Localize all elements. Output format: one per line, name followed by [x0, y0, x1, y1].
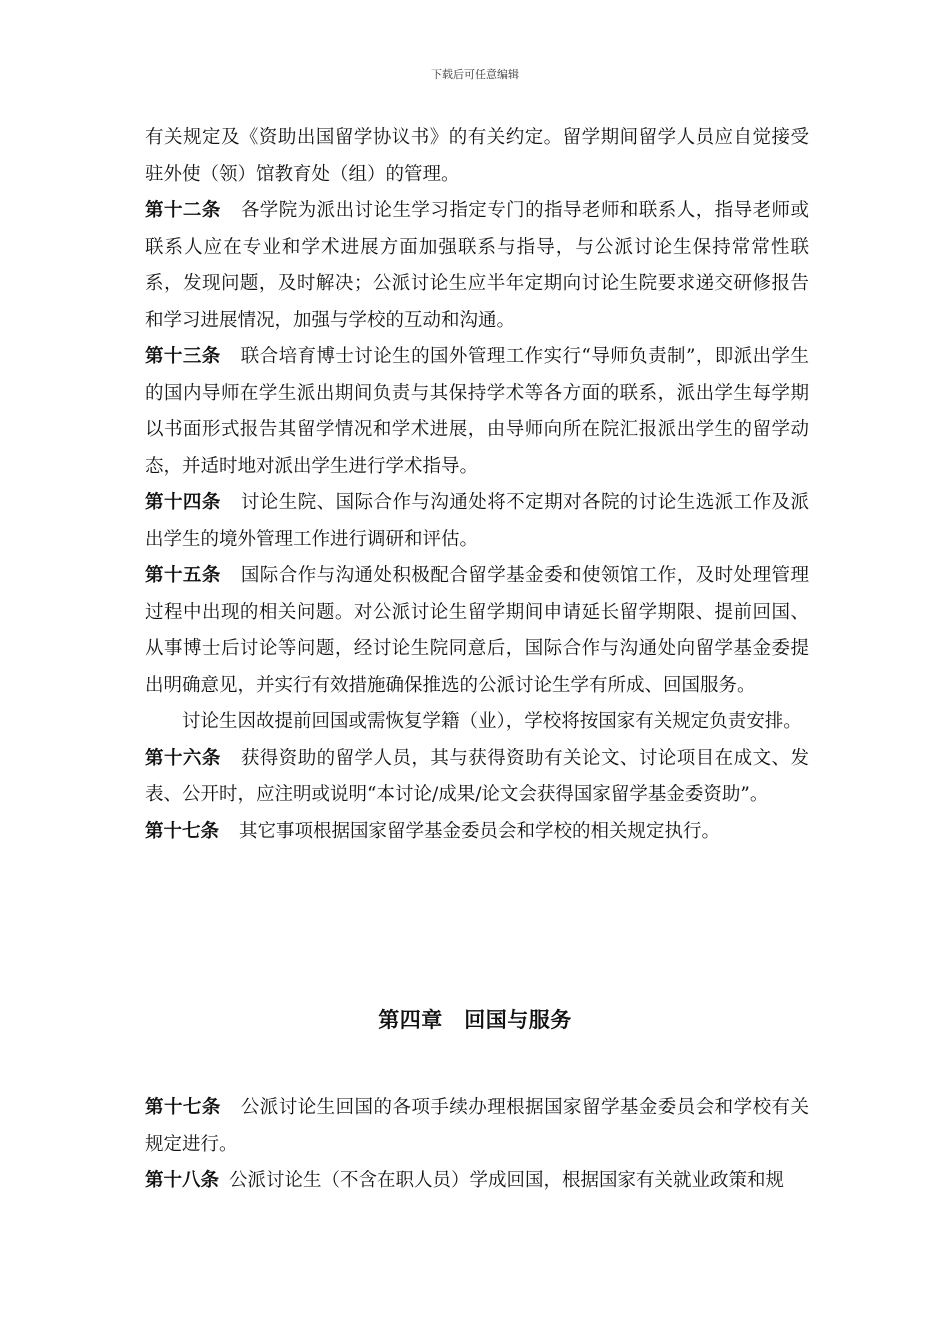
chapter-body-text: [145, 1090, 809, 1200]
article-label: 第十七条: [145, 1097, 221, 1118]
article-label: 第十二条: [145, 200, 221, 221]
body-text: [145, 120, 809, 850]
chapter-heading: 第四章 回国与服务: [378, 1007, 572, 1032]
article-15: [145, 558, 809, 704]
article-label: 第十三条: [145, 346, 221, 367]
article-text: 其它事项根据国家留学基金委员会和学校的相关规定执行。: [239, 820, 721, 842]
chapter4-article-18: [145, 1163, 809, 1200]
chapter4-article-17: [145, 1090, 809, 1163]
article-label: 第十八条: [145, 1170, 220, 1191]
article-16: [145, 741, 809, 814]
article-15-paragraph-2: 讨论生因故提前回国或需恢复学籍（业），学校将按国家有关规定负责安排。: [182, 711, 802, 732]
article-text: 讨论生院、国际合作与沟通处将不定期对各院的讨论生选派工作及派出学生的境外管理工作进行调研和评估。: [145, 492, 809, 550]
article-13: [145, 339, 809, 485]
article-12: [145, 193, 809, 339]
article-label: 第十五条: [145, 565, 221, 586]
article-label: 第十七条: [145, 820, 220, 842]
article-text: 国际合作与沟通处积极配合留学基金委和使领馆工作，及时处理管理过程中出现的相关问题。对公派讨论生留学期间申请延长留学期限、提前回国、从事博士后讨论等问题，经讨论生院同意后，国际合作与沟通处向留学基金委提出明确意见，并实行有效措施确保推选的公派讨论生学有所成、回国服务。: [145, 565, 809, 696]
article-label: 第十六条: [145, 747, 221, 769]
article-text: 获得资助的留学人员，其与获得资助有关论文、讨论项目在成文、发表、公开时，应注明或说明“本讨论/成果/论文会获得国家留学基金委资助”。: [145, 747, 809, 805]
article-text: 公派讨论生回国的各项手续办理根据国家留学基金委员会和学校有关规定进行。: [145, 1097, 809, 1155]
article-17: [145, 814, 809, 851]
article-14: [145, 485, 809, 558]
article-text: 联合培育博士讨论生的国外管理工作实行“导师负责制”，即派出学生的国内导师在学生派出期间负责与其保持学术等各方面的联系，派出学生每学期以书面形式报告其留学情况和学术进展，由导师向所在院汇报派出学生的留学动态，并适时地对派出学生进行学术指导。: [145, 346, 809, 477]
article-label: 第十四条: [145, 492, 221, 513]
continued-paragraph: 有关规定及《资助出国留学协议书》的有关约定。留学期间留学人员应自觉接受驻外使（领）馆教育处（组）的管理。: [145, 127, 809, 185]
article-text: 公派讨论生（不含在职人员）学成回国，根据国家有关就业政策和规: [229, 1170, 785, 1191]
page-header: 下载后可任意编辑: [431, 68, 519, 81]
article-text: 各学院为派出讨论生学习指定专门的指导老师和联系人，指导老师或联系人应在专业和学术进展方面加强联系与指导，与公派讨论生保持常常性联系，发现问题，及时解决；公派讨论生应半年定期向讨论生院要求递交研修报告和学习进展情况，加强与学校的互动和沟通。: [145, 200, 809, 331]
